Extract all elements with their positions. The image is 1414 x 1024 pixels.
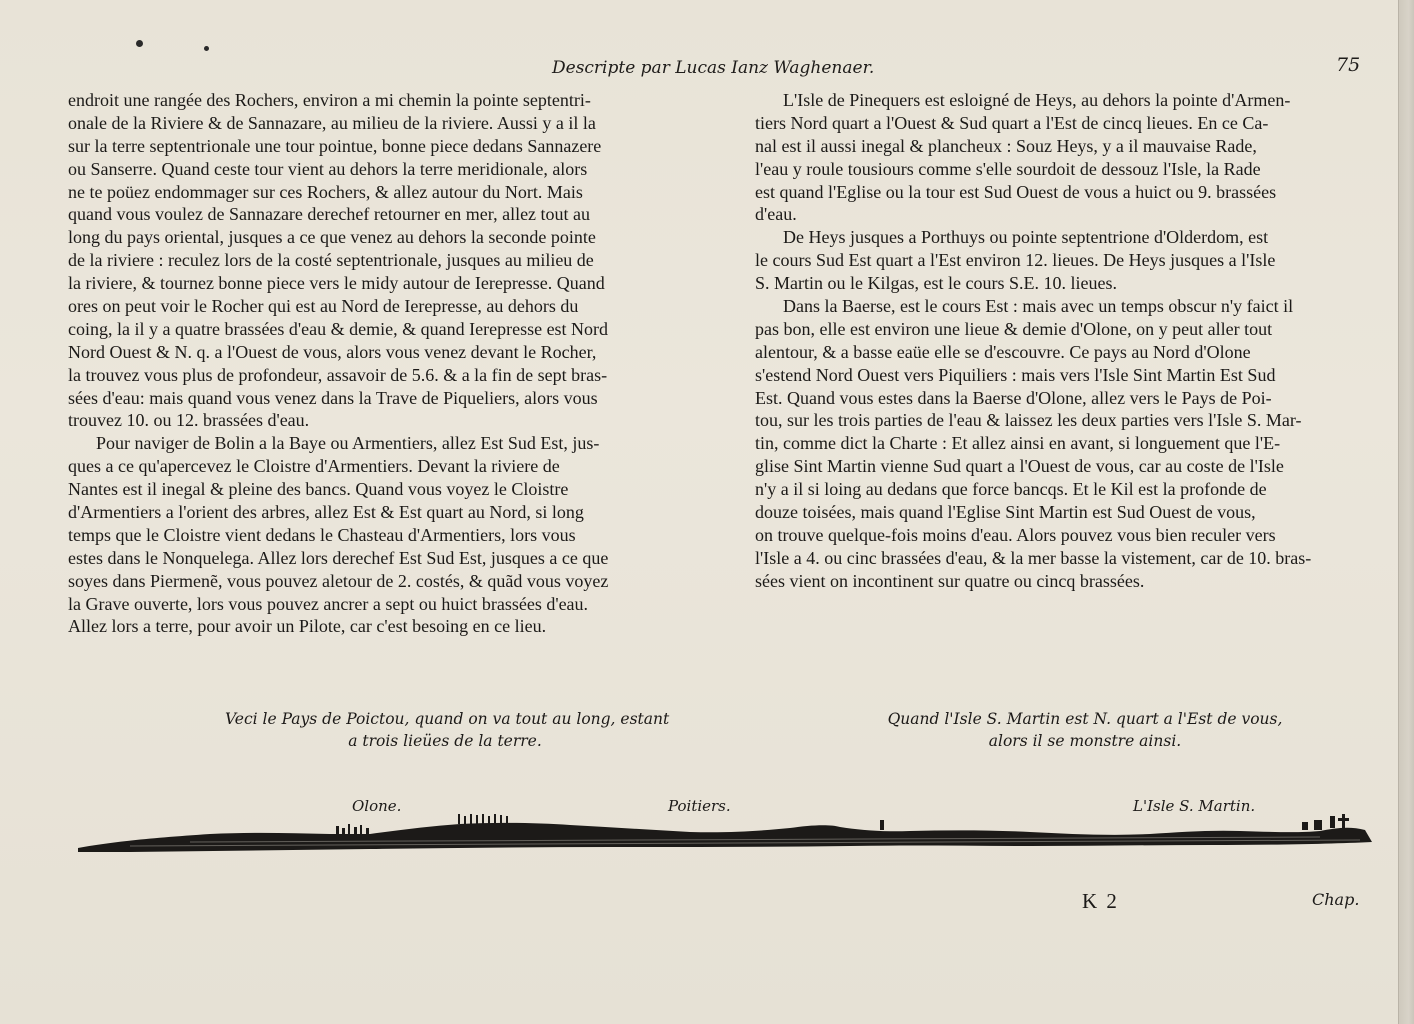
text-line: tin, comme dict la Charte : Et allez ainsi en avant, si longuement que l'E- — [755, 433, 1281, 454]
left-text-column — [68, 89, 608, 638]
coast-view-caption-right — [875, 708, 1295, 752]
text-line: long du pays oriental, jusques a ce que venez au dehors la seconde pointe — [68, 227, 596, 248]
caption-line: Veci le Pays de Poictou, quand on va tout au long, estant — [225, 710, 670, 728]
catchword: Chap. — [1312, 890, 1360, 909]
text-line: de la riviere : reculez lors de la costé septentrionale, jusques au milieu de — [68, 250, 594, 271]
text-line: ores on peut voir le Rocher qui est au Nord de Ierepresse, au dehors du — [68, 296, 579, 317]
caption-line: a trois lieües de la terre. — [348, 732, 542, 750]
text-line: onale de la Riviere & de Sannazare, au milieu de la riviere. Aussi y a il la — [68, 112, 596, 133]
text-line: est quand l'Eglise ou la tour est Sud Ouest de vous a huict ou 9. brassées — [755, 181, 1277, 202]
text-line: la trouvez vous plus de profondeur, assavoir de 5.6. & a la fin de sept bras- — [68, 364, 608, 385]
right-text-column — [755, 89, 1311, 593]
text-line: Nantes est il inegal & pleine des bancs. Quand vous voyez le Cloistre — [68, 479, 569, 500]
text-line: ou Sanserre. Quand ceste tour vient au dehors la terre meridionale, alors — [68, 158, 588, 179]
text-line: s'estend Nord Ouest vers Piquiliers : mais vers l'Isle Sint Martin Est Sud — [755, 364, 1276, 385]
caption-line: alors il se monstre ainsi. — [988, 732, 1182, 750]
text-line: sées d'eau: mais quand vous venez dans la Trave de Piqueliers, alors vous — [68, 387, 598, 408]
ink-spot — [136, 40, 143, 47]
text-line: Allez lors a terre, pour avoir un Pilote, car c'est besoing en ce lieu. — [68, 616, 547, 637]
text-line: alentour, & a basse eaüe elle se d'escouvre. Ce pays au Nord d'Olone — [755, 341, 1251, 362]
text-line: Dans la Baerse, est le cours Est : mais avec un temps obscur n'y faict il — [783, 296, 1294, 317]
text-line: sur la terre septentrionale une tour pointue, bonne piece dedans Sannazere — [68, 135, 602, 156]
text-line: glise Sint Martin vienne Sud quart a l'Ouest de vous, car au coste de l'Isle — [755, 456, 1284, 477]
text-line: ques a ce qu'apercevez le Cloistre d'Armentiers. Devant la riviere de — [68, 456, 560, 477]
text-line: Est. Quand vous estes dans la Baerse d'Olone, allez vers le Pays de Poi- — [755, 387, 1272, 408]
text-line: la riviere, & tournez bonne piece vers le midy autour de Ierepresse. Quand — [68, 273, 605, 294]
text-line: ne te poüez endommager sur ces Rochers, & allez autour du Nort. Mais — [68, 181, 583, 202]
text-line: Pour naviger de Bolin a la Baye ou Armentiers, allez Est Sud Est, jus- — [96, 433, 600, 454]
place-label-poitiers: Poitiers. — [668, 797, 731, 815]
text-line: S. Martin ou le Kilgas, est le cours S.E. 10. lieues. — [755, 273, 1117, 294]
page-number: 75 — [1336, 54, 1361, 76]
text-line: quand vous voulez de Sannazare derechef retourner en mer, allez tout au — [68, 204, 591, 225]
caption-line: Quand l'Isle S. Martin est N. quart a l'Est de vous, — [887, 710, 1283, 728]
text-line: d'eau. — [755, 204, 797, 225]
text-line: soyes dans Piermenẽ, vous pouvez aletour de 2. costés, & quãd vous voyez — [68, 570, 609, 591]
text-line: temps que le Cloistre vient dedans le Chasteau d'Armentiers, lors vous — [68, 524, 576, 545]
text-line: n'y a il si loing au dedans que force bancqs. Et le Kil est la profonde de — [755, 479, 1267, 500]
text-line: l'Isle a 4. ou cinc brassées d'eau, & la mer basse la vistement, car de 10. bras- — [755, 547, 1312, 568]
text-line: pas bon, elle est environ une lieue & demie d'Olone, on y peut aller tout — [755, 318, 1273, 339]
text-line: le cours Sud Est quart a l'Est environ 12. lieues. De Heys jusques a l'Isle — [755, 250, 1276, 271]
text-line: sées vient on incontinent sur quatre ou cincq brassées. — [755, 570, 1145, 591]
text-line: trouvez 10. ou 12. brassées d'eau. — [68, 410, 310, 431]
text-line: L'Isle de Pinequers est esloigné de Heys, au dehors la pointe d'Armen- — [783, 90, 1291, 110]
text-line: De Heys jusques a Porthuys ou pointe septentrione d'Olderdom, est — [783, 227, 1269, 248]
place-label-olone: Olone. — [352, 797, 402, 815]
text-line: Nord Ouest & N. q. a l'Ouest de vous, alors vous venez devant le Rocher, — [68, 341, 597, 362]
text-line: douze toisées, mais quand l'Eglise Sint Martin est Sud Ouest de vous, — [755, 502, 1256, 523]
text-line: nal est il aussi inegal & plancheux : Souz Heys, y a il mauvaise Rade, — [755, 135, 1257, 156]
text-line: l'eau y roule tousiours comme s'elle sourdoit de dessouz l'Isle, la Rade — [755, 158, 1261, 179]
text-line: estes dans le Nonquelega. Allez lors derechef Est Sud Est, jusques a ce que — [68, 547, 609, 568]
place-label-isle-martin: L'Isle S. Martin. — [1133, 797, 1256, 815]
coastline-profile-engraving — [70, 812, 1380, 860]
running-title: Descripte par Lucas Ianz Waghenaer. — [552, 58, 875, 78]
text-line: tou, sur les trois parties de l'eau & laissez les deux parties vers l'Isle S. Mar- — [755, 410, 1302, 431]
page-edge — [1398, 0, 1414, 1024]
coast-view-caption-left — [225, 708, 670, 752]
signature-mark: K 2 — [1082, 889, 1119, 913]
text-line: tiers Nord quart a l'Ouest & Sud quart a l'Est de cincq lieues. En ce Ca- — [755, 112, 1269, 133]
text-line: endroit une rangée des Rochers, environ a mi chemin la pointe septentri- — [68, 90, 591, 110]
text-line: on trouve quelque-fois moins d'eau. Alors pouvez vous bien reculer vers — [755, 524, 1276, 545]
text-line: d'Armentiers a l'orient des arbres, allez Est & Est quart au Nord, si long — [68, 502, 584, 523]
text-line: la Grave ouverte, lors vous pouvez ancrer a sept ou huict brassées d'eau. — [68, 593, 589, 614]
ink-spot — [204, 46, 209, 51]
text-line: coing, la il y a quatre brassées d'eau & demie, & quand Ierepresse est Nord — [68, 318, 609, 339]
